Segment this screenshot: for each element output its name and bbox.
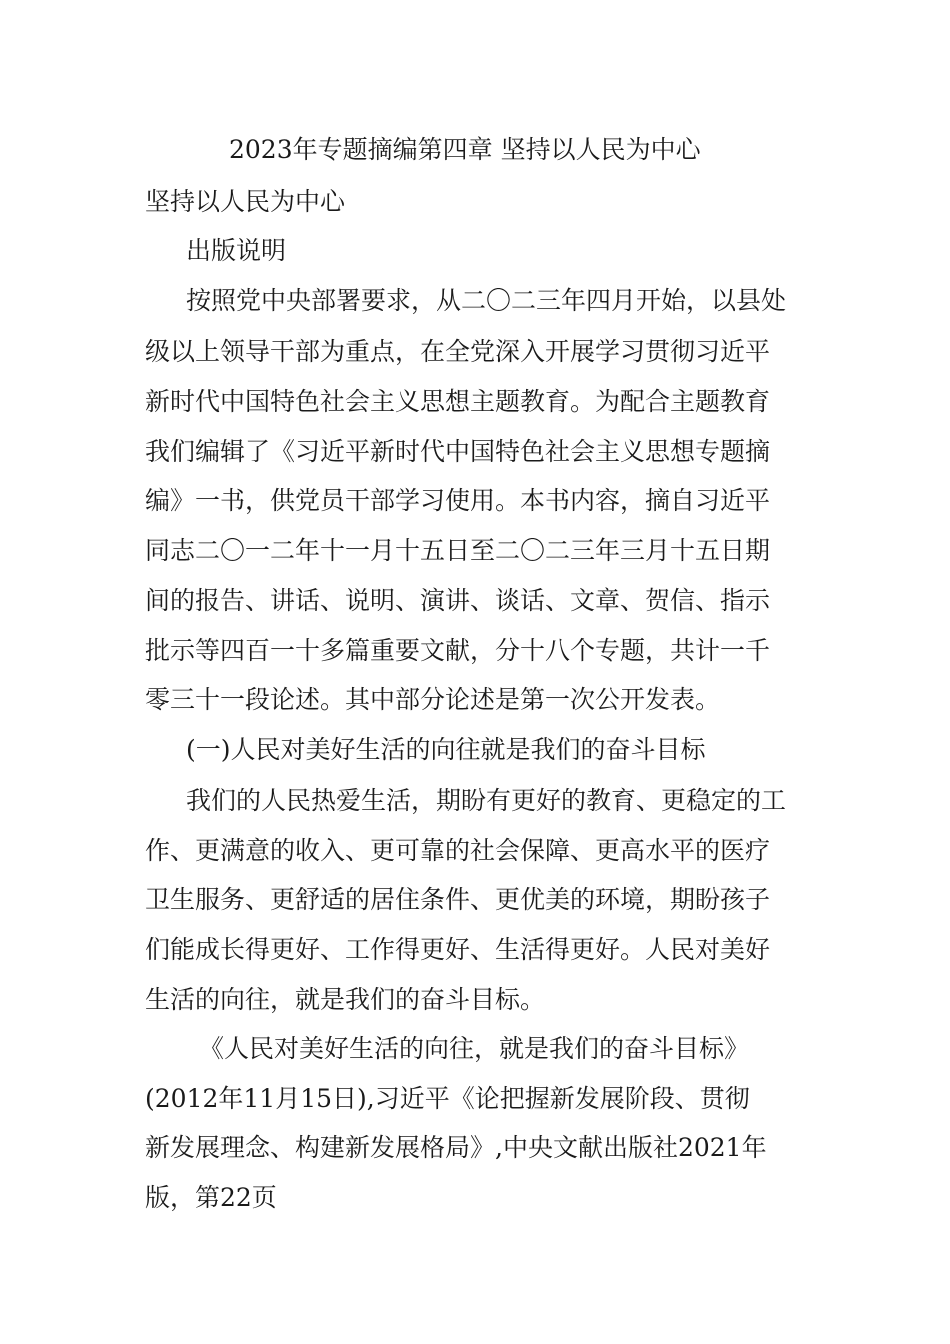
preface-line: 我们编辑了《习近平新时代中国特色社会主义思想专题摘 [145, 437, 771, 466]
preface-line: 同志二〇一二年十一月十五日至二〇二三年三月十五日期 [145, 536, 771, 565]
document-subtitle: 坚持以人民为中心 [145, 187, 346, 216]
preface-line: 批示等四百一十多篇重要文献，分十八个专题，共计一千 [145, 636, 771, 665]
body-line: 我们的人民热爱生活，期盼有更好的教育、更稳定的工 [186, 786, 787, 815]
body-line: 作、更满意的收入、更可靠的社会保障、更高水平的医疗 [145, 836, 771, 865]
preface-line: 编》一书，供党员干部学习使用。本书内容，摘自习近平 [145, 486, 771, 515]
preface-line: 按照党中央部署要求，从二〇二三年四月开始，以县处 [186, 286, 787, 315]
preface-heading: 出版说明 [186, 236, 287, 265]
preface-line: 零三十一段论述。其中部分论述是第一次公开发表。 [145, 685, 721, 714]
citation-line: 新发展理念、构建新发展格局》,中央文献出版社2021年 [145, 1133, 767, 1162]
section-heading: (一)人民对美好生活的向往就是我们的奋斗目标 [186, 735, 706, 764]
body-line: 生活的向往，就是我们的奋斗目标。 [145, 985, 546, 1014]
preface-line: 间的报告、讲话、说明、演讲、谈话、文章、贺信、指示 [145, 586, 771, 615]
citation-line: 《人民对美好生活的向往，就是我们的奋斗目标》 [199, 1034, 750, 1063]
preface-line: 新时代中国特色社会主义思想主题教育。为配合主题教育 [145, 387, 771, 416]
body-line: 卫生服务、更舒适的居住条件、更优美的环境，期盼孩子 [145, 885, 771, 914]
body-line: 们能成长得更好、工作得更好、生活得更好。人民对美好 [145, 935, 771, 964]
document-title: 2023年专题摘编第四章 坚持以人民为中心 [229, 135, 701, 164]
preface-line: 级以上领导干部为重点，在全党深入开展学习贯彻习近平 [145, 337, 771, 366]
citation-line: (2012年11月15日),习近平《论把握新发展阶段、贯彻 [145, 1084, 750, 1113]
citation-line: 版，第22页 [145, 1183, 277, 1212]
